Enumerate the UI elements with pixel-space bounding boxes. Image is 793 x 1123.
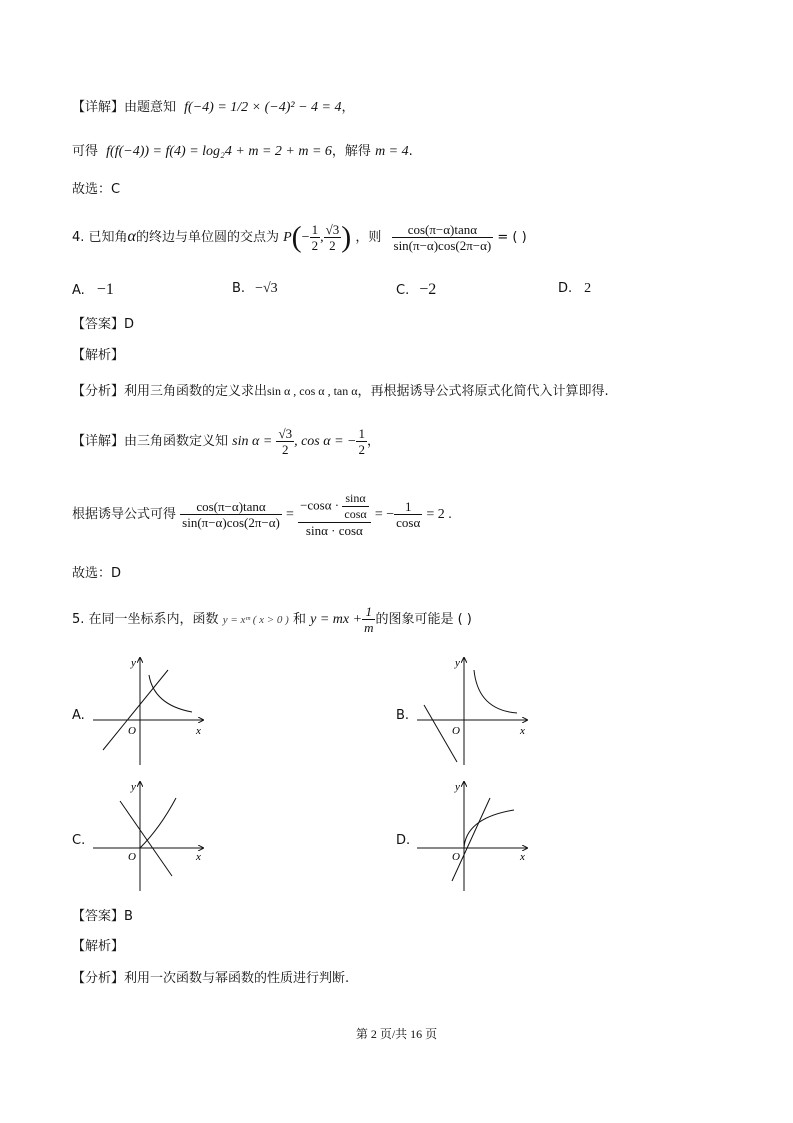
q4-stem-b: 的终边与单位圆的交点为 [135,230,279,245]
q4-answer: 【答案】D [72,317,135,332]
comma: , [320,230,324,245]
graph-c-y-label: y [131,781,136,793]
detail2-expression: f(f(−4)) = f(4) = log₂4 + m = 2 + m = 6 [106,144,332,159]
question-4-stem [72,222,527,253]
q4-fraction: $\frac{\cos(\pi-\alpha)\tan\alpha}{\sin(\pi-\alpha)\cos(2\pi-\alpha)}$ [393,222,492,253]
paren-open: ( [291,220,302,254]
paren-close: ) [341,220,352,254]
detail-end: ， [341,100,355,115]
graph-a-x-label: x [196,725,201,737]
graph-b-origin: O [452,725,460,737]
detail-text: 由题意知 [124,100,177,115]
graph-b-y-label: y [455,657,460,669]
q4-analysis-label: 【解析】 [72,348,125,363]
q5-option-d-label[interactable]: D. [396,833,411,848]
q4-stem-c: ，则 [355,230,382,245]
point-x-fraction: $\frac{1}{2}$ [311,222,319,253]
detail2-mid: ，解得 [331,144,371,159]
q4-choose: 故选：D [72,566,122,581]
point-y-fraction: $\frac{√3}{2}$ [325,222,340,253]
graph-d[interactable] [412,776,542,896]
detail-line-2 [72,144,413,160]
q5-option-b-label[interactable]: B. [396,708,410,723]
q4-option-d[interactable]: D. 2 [558,281,592,296]
q4-stem-a: 4. 已知角 [72,230,128,245]
graph-c-x-label: x [196,851,201,863]
graph-a-origin: O [128,725,136,737]
minus-sign: − [301,230,310,245]
detail-line-1 [72,100,355,116]
detail2-result: m = 4 [375,144,409,159]
q5-analysis: 【分析】利用一次函数与幂函数的性质进行判断. [72,971,350,986]
func2-fraction: $\frac{1}{m}$ [364,604,374,635]
detail2-end: . [408,144,413,159]
graph-d-origin: O [452,851,460,863]
question-5-stem: 5. 在同一坐标系内，函数 y = xᵐ ( x > 0 ) 和 y = mx + $\frac{1}{m}$ 的图象可能是 ( ) [72,604,472,635]
detail-label: 【详解】 [72,100,125,115]
induction-fraction-3: $\frac{1}{\cos\alpha}$ [396,499,421,530]
induction-fraction-1: $\frac{\cos(\pi-\alpha)\tan\alpha}{\sin(\pi-\alpha)\cos(2\pi-\alpha)}$ [182,499,280,530]
cos-fraction: $\frac{1}{2}$ [358,426,365,457]
graph-a-y-label: y [131,657,136,669]
page-footer: 第 2 页/共 16 页 [355,1027,438,1041]
q5-option-c-label[interactable]: C. [72,833,86,848]
choose-3: 故选：C [72,182,121,197]
induction-fraction-2: −cosα · $\frac{\sin\alpha}{\cos\alpha}$ sinα · cosα [298,491,371,538]
graph-b-x-label: x [520,725,525,737]
graph-d-y-label: y [455,781,460,793]
q5-analysis-label: 【解析】 [72,939,125,954]
graph-c[interactable] [88,776,218,896]
q4-alpha: α [127,228,136,245]
q4-option-b[interactable]: B. −√3 [232,281,278,296]
graph-c-origin: O [128,851,136,863]
q4-point-label: P [283,230,292,245]
sin-fraction: $\frac{√3}{2}$ [278,426,293,457]
detail-expression: f(−4) = 1/2 × (−4)² − 4 = 4 [184,100,342,115]
graph-a[interactable] [88,650,218,770]
detail2-prefix: 可得 [72,144,99,159]
q5-answer: 【答案】B [72,909,133,924]
q4-option-a[interactable]: A. −1 [72,281,114,298]
q4-option-c[interactable]: C. −2 [396,281,437,298]
q5-option-a-label[interactable]: A. [72,708,85,723]
graph-d-x-label: x [520,851,525,863]
q4-induction: 根据诱导公式可得 $\frac{\cos(\pi-\alpha)\tan\alpha}{\sin(\pi-\alpha)\cos(2\pi-\alpha)}$ = −cosα · $\frac{\sin\alpha}{\cos\alpha}$ sinα · cosα = − $\frac{1}{\cos\alpha}$ = 2 . [72,491,452,538]
q4-analysis: 【分析】利用三角函数的定义求出sin α , cos α , tan α，再根据诱导公式将原式化简代入计算即得. [72,384,609,399]
graph-b[interactable] [412,650,542,770]
q4-detail: 【详解】由三角函数定义知 sin α = $\frac{√3}{2}$ , cos α = − $\frac{1}{2}$ ， [72,426,380,457]
q4-stem-d: = ( ) [497,230,527,245]
